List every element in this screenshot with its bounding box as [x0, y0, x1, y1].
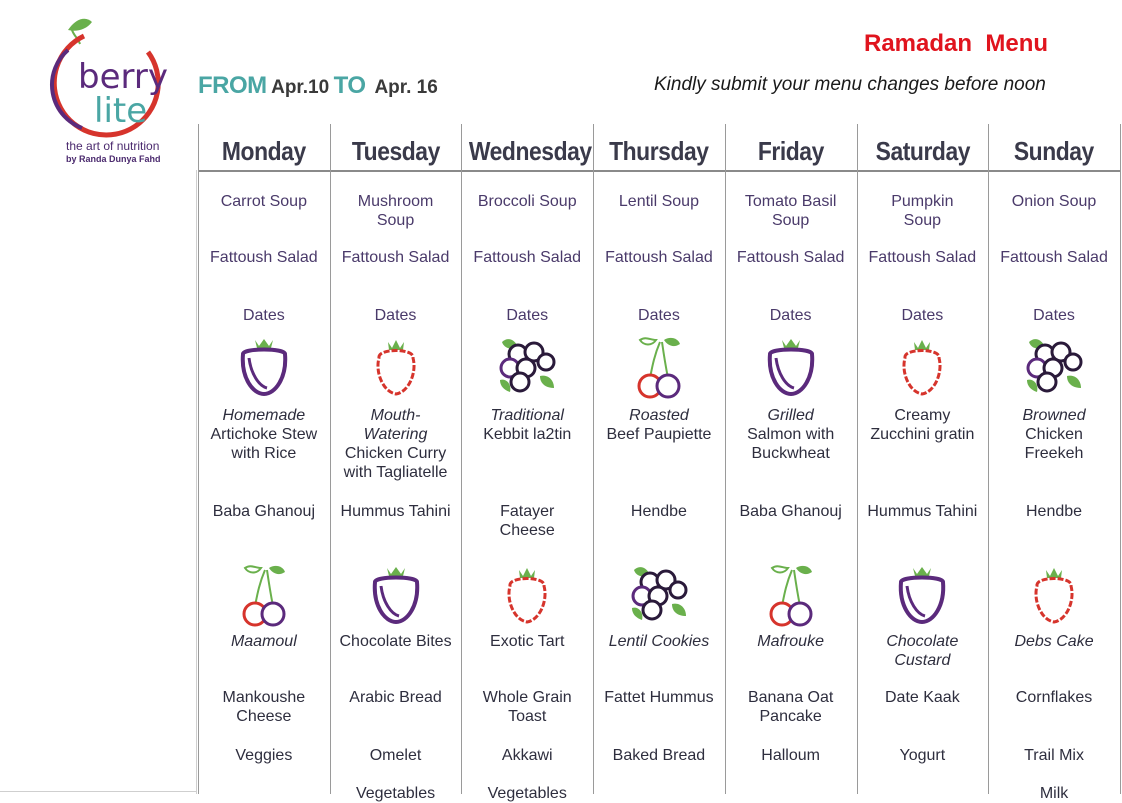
- side: Baba Ghanouj: [739, 503, 842, 520]
- submission-note: Kindly submit your menu changes before noon: [654, 74, 1046, 95]
- dessert: Exotic Tart: [490, 633, 565, 650]
- grapes-icon: [492, 334, 562, 400]
- extra: Akkawi Vegetables: [487, 747, 567, 802]
- main-prefix: Grilled: [767, 407, 814, 424]
- dates: Dates: [374, 307, 417, 324]
- salad: Fattoush Salad: [341, 249, 450, 266]
- to-date: Apr. 16: [374, 77, 438, 98]
- from-label: FROM: [198, 72, 267, 99]
- dates: Dates: [901, 307, 944, 324]
- strawberry-icon: [887, 334, 957, 400]
- day-column-friday: [725, 124, 857, 794]
- main-dish: Beef Paupiette: [606, 426, 712, 443]
- extra: Yogurt: [899, 747, 946, 764]
- brand-byline: by Randa Dunya Fahd: [66, 154, 161, 164]
- cherry-icon: [756, 562, 826, 628]
- from-date: Apr.10: [271, 77, 330, 98]
- main: [988, 406, 1120, 463]
- salad: Fattoush Salad: [473, 249, 582, 266]
- main: [198, 406, 330, 463]
- day-column-monday: [198, 124, 330, 794]
- main-dish: Creamy Zucchini gratin: [870, 407, 975, 443]
- dates: Dates: [769, 307, 812, 324]
- left-divider: [196, 170, 197, 794]
- main-dish: Chicken Freekeh: [1024, 426, 1084, 462]
- main-dish: Chicken Curry with Tagliatelle: [343, 445, 448, 481]
- plum-icon: [887, 562, 957, 628]
- bottom-divider: [0, 791, 197, 792]
- soup: Carrot Soup: [220, 193, 307, 210]
- day-column-saturday: [857, 124, 989, 794]
- cherry-icon: [229, 562, 299, 628]
- main-prefix: Browned: [1022, 407, 1086, 424]
- strawberry-icon: [1019, 562, 1089, 628]
- day-header: Saturday: [875, 136, 970, 166]
- berry-lite-logo-icon: [28, 18, 178, 143]
- main-dish: Salmon with Buckwheat: [747, 426, 835, 462]
- day-column-sunday: [988, 124, 1120, 802]
- cherry-icon: [624, 334, 694, 400]
- breakfast: Banana Oat Pancake: [747, 689, 834, 725]
- strawberry-icon: [492, 562, 562, 628]
- dates: Dates: [506, 307, 549, 324]
- salad: Fattoush Salad: [868, 249, 977, 266]
- grapes-icon: [624, 562, 694, 628]
- main: [330, 406, 462, 482]
- extra: Omelet Vegetables: [355, 747, 436, 802]
- salad: Fattoush Salad: [736, 249, 845, 266]
- dessert: Chocolate Bites: [339, 633, 452, 650]
- day-header: Thursday: [609, 136, 709, 166]
- breakfast: Mankoushe Cheese: [222, 689, 306, 725]
- dessert: Mafrouke: [757, 633, 824, 650]
- dessert: Debs Cake: [1014, 633, 1094, 650]
- svg-text:berry: berry: [78, 57, 168, 97]
- strawberry-icon: [361, 334, 431, 400]
- main: [857, 406, 989, 444]
- plum-icon: [229, 334, 299, 400]
- soup: Tomato Basil Soup: [744, 193, 837, 229]
- plum-icon: [756, 334, 826, 400]
- dates: Dates: [242, 307, 285, 324]
- extra: Veggies: [235, 747, 293, 764]
- side: Hummus Tahini: [340, 503, 451, 520]
- main-prefix: Homemade: [222, 407, 306, 424]
- to-label: TO: [333, 72, 366, 99]
- column-divider: [1120, 124, 1121, 794]
- day-header: Monday: [221, 136, 306, 166]
- soup: Mushroom Soup: [357, 193, 434, 229]
- day-header: Tuesday: [351, 136, 440, 166]
- dates: Dates: [1033, 307, 1075, 324]
- soup: Onion Soup: [1011, 193, 1097, 210]
- breakfast: Fattet Hummus: [604, 689, 714, 706]
- day-column-wednesday: [461, 124, 593, 802]
- day-column-tuesday: [330, 124, 462, 802]
- breakfast: Arabic Bread: [349, 689, 442, 706]
- svg-text:lite: lite: [94, 91, 148, 131]
- salad: Fattoush Salad: [1000, 249, 1108, 266]
- main: [461, 406, 593, 444]
- breakfast: Whole Grain Toast: [482, 689, 572, 725]
- dessert: Maamoul: [230, 633, 297, 650]
- soup: Pumpkin Soup: [891, 193, 954, 229]
- extra: Baked Bread: [612, 747, 706, 764]
- day-header: Friday: [757, 136, 824, 166]
- day-header: Sunday: [1014, 136, 1095, 166]
- side: Baba Ghanouj: [212, 503, 315, 520]
- brand-tagline: the art of nutrition: [66, 139, 160, 153]
- main-dish: Kebbit la2tin: [483, 426, 572, 443]
- dessert: Lentil Cookies: [608, 633, 710, 650]
- main-dish: Artichoke Stew with Rice: [210, 426, 318, 462]
- side: Fatayer Cheese: [499, 503, 555, 539]
- plum-icon: [361, 562, 431, 628]
- breakfast: Cornflakes: [1015, 689, 1093, 706]
- date-range: [198, 72, 438, 100]
- page-title: Ramadan Menu: [864, 30, 1049, 57]
- day-header: Wednesday: [469, 136, 593, 166]
- side: Hendbe: [1026, 503, 1083, 520]
- main-prefix: Mouth- Watering: [363, 407, 428, 443]
- side: Hummus Tahini: [867, 503, 978, 520]
- grapes-icon: [1019, 334, 1089, 400]
- extra: Trail Mix Milk: [1024, 747, 1084, 802]
- soup: Lentil Soup: [618, 193, 699, 210]
- extra: Halloum: [761, 747, 820, 764]
- main-prefix: Traditional: [490, 407, 564, 424]
- soup: Broccoli Soup: [477, 193, 577, 210]
- dessert: Chocolate Custard: [886, 633, 959, 669]
- main: [593, 406, 725, 444]
- breakfast: Date Kaak: [884, 689, 960, 706]
- brand-tagline-block: [66, 140, 161, 166]
- dates: Dates: [638, 307, 680, 324]
- main: [725, 406, 857, 463]
- salad: Fattoush Salad: [605, 249, 713, 266]
- salad: Fattoush Salad: [210, 249, 318, 266]
- day-column-thursday: [593, 124, 725, 794]
- weekly-menu-table: [198, 124, 1120, 802]
- side: Hendbe: [630, 503, 687, 520]
- main-prefix: Roasted: [629, 407, 689, 424]
